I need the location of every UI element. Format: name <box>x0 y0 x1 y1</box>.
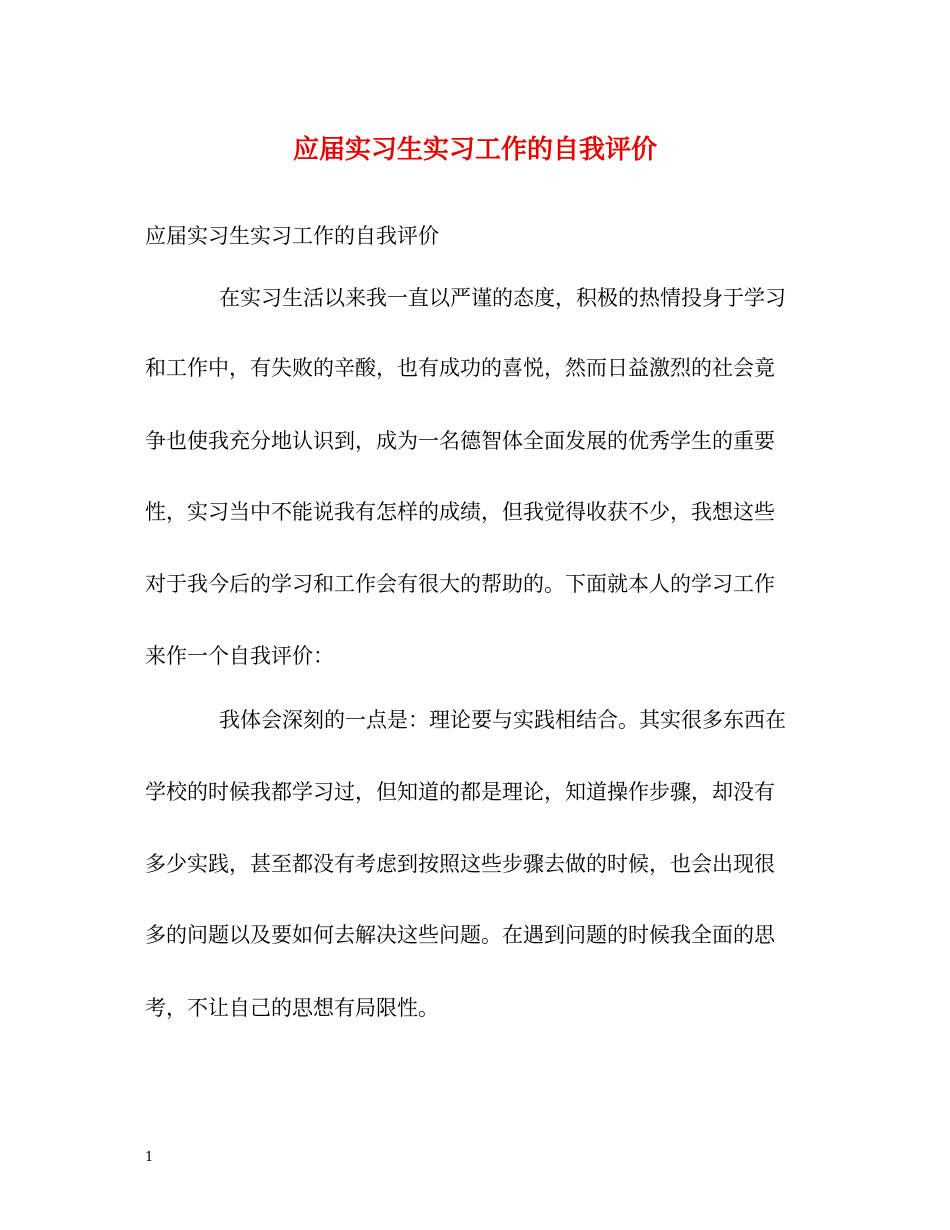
paragraph-line: 在实习生活以来我一直以严谨的态度，积极的热情投身于学习 <box>219 286 786 310</box>
document-title: 应届实习生实习工作的自我评价 <box>292 135 657 165</box>
paragraph-line: 多的问题以及要如何去解决这些问题。在遇到问题的时候我全面的思 <box>145 923 775 947</box>
paragraph-line: 和工作中，有失败的辛酸，也有成功的喜悦，然而日益激烈的社会竟 <box>145 356 775 380</box>
paragraph-line: 多少实践，甚至都没有考虑到按照这些步骤去做的时候，也会出现很 <box>145 852 775 876</box>
paragraph-line: 来作一个自我评价： <box>145 644 334 668</box>
paragraph-line: 对于我今后的学习和工作会有很大的帮助的。下面就本人的学习工作 <box>145 572 775 596</box>
paragraph-line: 我体会深刻的一点是：理论要与实践相结合。其实很多东西在 <box>219 708 786 732</box>
paragraph-line: 性，实习当中不能说我有怎样的成绩，但我觉得收获不少，我想这些 <box>145 500 775 524</box>
paragraph-line: 考，不让自己的思想有局限性。 <box>145 996 439 1020</box>
page-number: 1 <box>145 1150 154 1165</box>
paragraph-line: 学校的时候我都学习过，但知道的都是理论，知道操作步骤，却没有 <box>145 780 775 804</box>
document-subtitle: 应届实习生实习工作的自我评价 <box>145 224 439 248</box>
paragraph-line: 争也使我充分地认识到，成为一名德智体全面发展的优秀学生的重要 <box>145 429 775 453</box>
